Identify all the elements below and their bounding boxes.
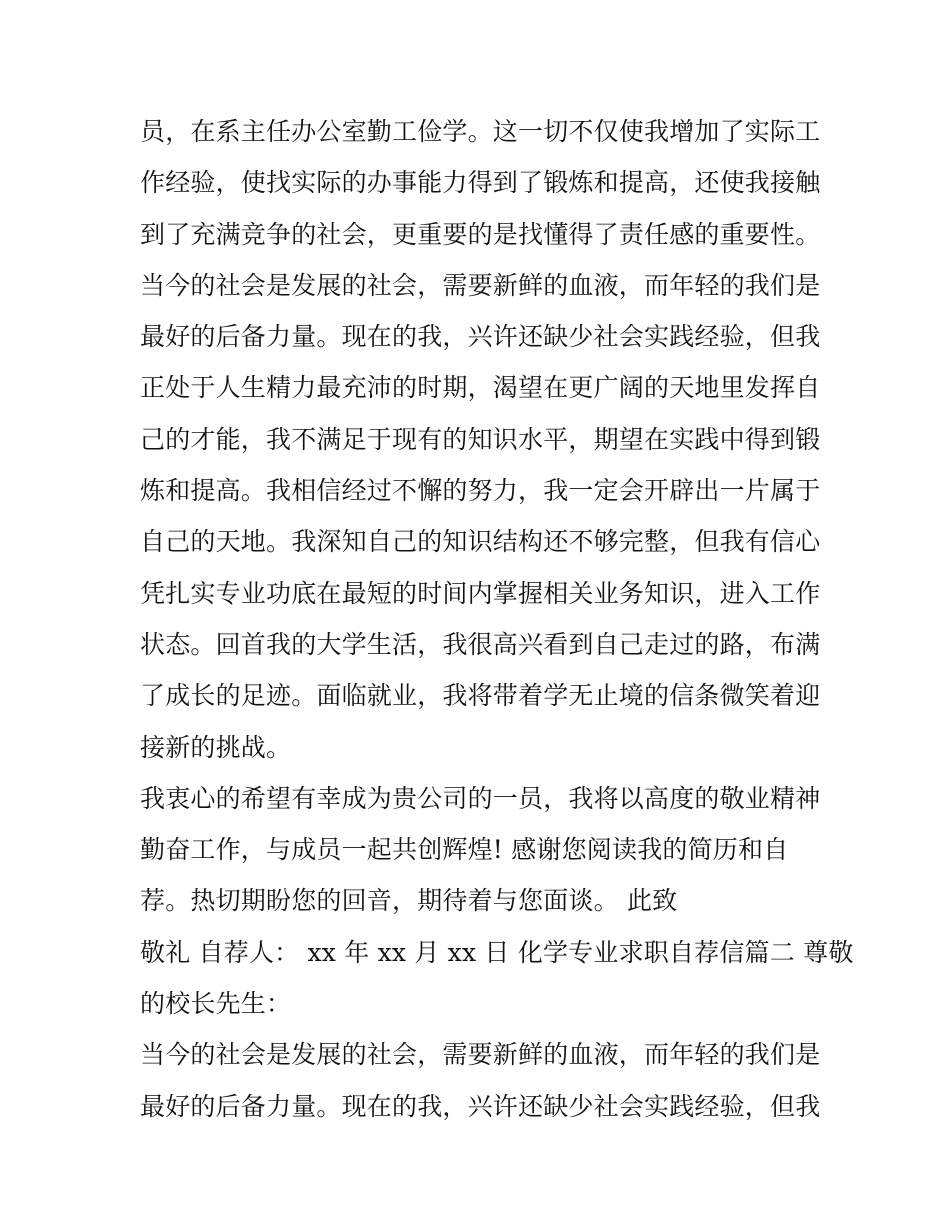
text-line: 自己的天地。我深知自己的知识结构还不够完整，但我有信心	[140, 527, 821, 557]
text-line: 凭扎实专业功底在最短的时间内掌握相关业务知识，进入工作	[140, 578, 821, 608]
text-line: 了成长的足迹。面临就业，我将带着学无止境的信条微笑着迎	[140, 681, 821, 711]
text-line: 正处于人生精力最充沛的时期，渴望在更广阔的天地里发挥自	[140, 373, 821, 403]
text-line: 状态。回首我的大学生活，我很高兴看到自己走过的路，布满	[140, 629, 821, 659]
text-line: 到了充满竞争的社会，更重要的是找懂得了责任感的重要性。	[140, 219, 821, 249]
text-line: 当今的社会是发展的社会，需要新鲜的血液，而年轻的我们是	[140, 270, 821, 300]
body-text	[140, 106, 854, 1132]
text-line: 的校长先生：	[140, 989, 292, 1019]
text-line: 接新的挑战。	[140, 732, 292, 762]
text-line: 最好的后备力量。现在的我，兴许还缺少社会实践经验，但我	[140, 322, 821, 352]
text-line: 荐。热切期盼您的回音，期待着与您面谈。 此致	[140, 886, 678, 916]
text-line: 员，在系主任办公室勤工俭学。这一切不仅使我增加了实际工	[140, 117, 821, 146]
text-line: 敬礼 自荐人： xx 年 xx 月 xx 日 化学专业求职自荐信篇二 尊敬	[140, 937, 854, 967]
text-line: 炼和提高。我相信经过不懈的努力，我一定会开辟出一片属于	[140, 476, 821, 506]
text-line: 当今的社会是发展的社会，需要新鲜的血液，而年轻的我们是	[140, 1040, 821, 1070]
text-line: 己的才能，我不满足于现有的知识水平，期望在实践中得到锻	[140, 424, 821, 454]
text-line: 我衷心的希望有幸成为贵公司的一员，我将以高度的敬业精神	[140, 783, 821, 813]
text-line: 最好的后备力量。现在的我，兴许还缺少社会实践经验，但我	[140, 1091, 821, 1121]
text-line: 勤奋工作，与成员一起共创辉煌! 感谢您阅读我的简历和自	[140, 835, 789, 865]
text-line: 作经验，使找实际的办事能力得到了锻炼和提高，还使我接触	[140, 168, 821, 198]
